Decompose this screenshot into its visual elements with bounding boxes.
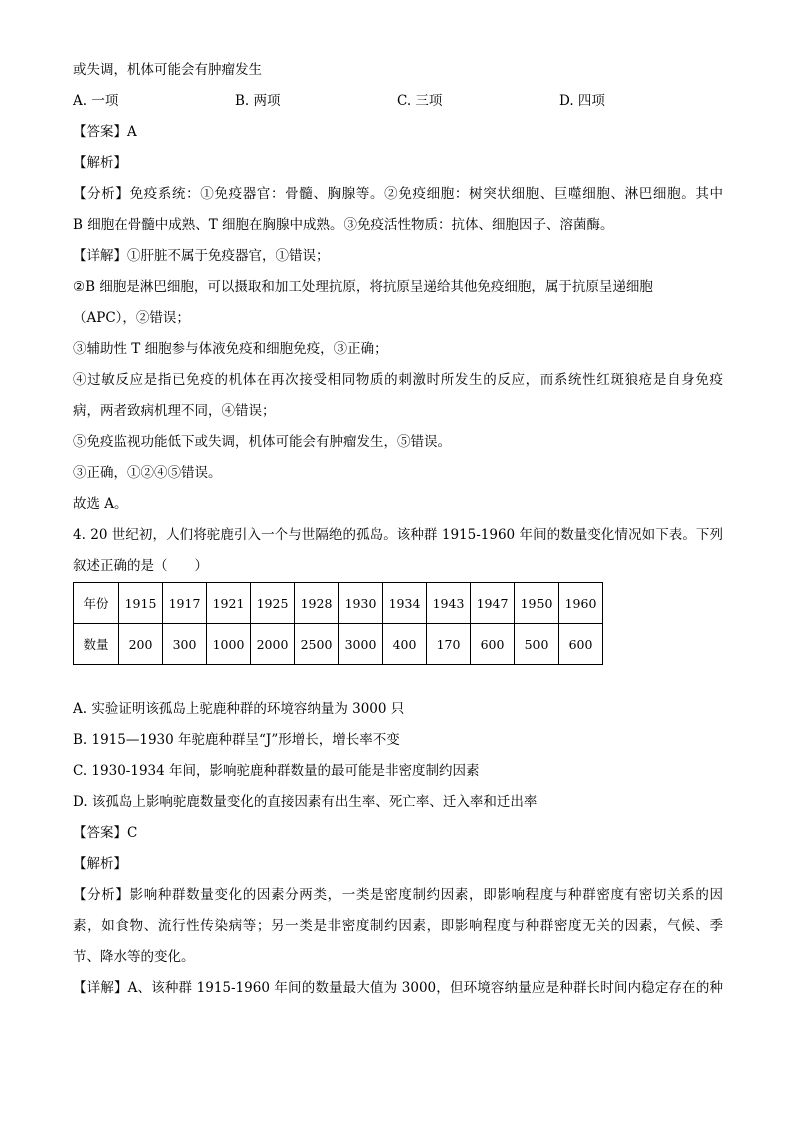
table-cell-year: 1943 <box>427 583 471 624</box>
document-page <box>73 60 723 1009</box>
table-cell-year: 1950 <box>515 583 559 624</box>
table-cell-year: 1917 <box>163 583 207 624</box>
table-cell-year: 1934 <box>383 583 427 624</box>
table-header-year: 年份 <box>74 583 119 624</box>
table-cell-year: 1921 <box>207 583 251 624</box>
table-cell-count: 1000 <box>207 624 251 665</box>
q4-answer: 【答案】C <box>73 825 138 841</box>
q3-xiangjie-line-1: 【详解】①肝脏不属于免疫器官，①错误； <box>73 248 330 264</box>
q3-fenxi-line-2: B 细胞在骨髓中成熟、T 细胞在胸腺中成熟。③免疫活性物质：抗体、细胞因子、溶菌酶。 <box>73 217 614 233</box>
table-cell-count: 600 <box>559 624 603 665</box>
q3-xiangjie-line-9: 故选 A。 <box>73 496 128 512</box>
table-row-counts <box>74 624 603 665</box>
q4-stem-line-2: 叙述正确的是（ ） <box>73 558 208 574</box>
table-cell-count: 3000 <box>339 624 383 665</box>
q3-option-d: D. 四项 <box>559 93 605 109</box>
q3-xiangjie-line-4: ③辅助性 T 细胞参与体液免疫和细胞免疫，③正确； <box>73 341 388 357</box>
table-cell-year: 1928 <box>295 583 339 624</box>
q3-xiangjie-line-7: ⑤免疫监视功能低下或失调，机体可能会有肿瘤发生，⑤错误。 <box>73 434 451 450</box>
table-cell-count: 170 <box>427 624 471 665</box>
table-cell-year: 1930 <box>339 583 383 624</box>
q4-option-b: B. 1915—1930 年驼鹿种群呈“J”形增长，增长率不变 <box>73 732 400 748</box>
table-cell-count: 2000 <box>251 624 295 665</box>
table-cell-count: 2500 <box>295 624 339 665</box>
table-cell-year: 1925 <box>251 583 295 624</box>
q3-xiangjie-line-3: （APC），②错误； <box>73 310 190 326</box>
q3-xiangjie-line-6: 病，两者致病机理不同，④错误； <box>73 403 276 419</box>
table-cell-count: 400 <box>383 624 427 665</box>
continuation-text: 或失调，机体可能会有肿瘤发生 <box>73 62 262 78</box>
q3-xiangjie-line-2: ②B 细胞是淋巴细胞，可以摄取和加工处理抗原，将抗原呈递给其他免疫细胞，属于抗原呈递细胞 <box>73 279 653 295</box>
q4-stem-line-1: 4. 20 世纪初，人们将驼鹿引入一个与世隔绝的孤岛。该种群 1915-1960 年间的数量变化情况如下表。下列 <box>73 527 723 543</box>
q4-option-d: D. 该孤岛上影响驼鹿数量变化的直接因素有出生率、死亡率、迁入率和迁出率 <box>73 794 538 810</box>
q4-option-c: C. 1930-1934 年间，影响驼鹿种群数量的最可能是非密度制约因素 <box>73 763 480 779</box>
table-cell-count: 500 <box>515 624 559 665</box>
table-cell-count: 200 <box>119 624 163 665</box>
q3-options <box>73 91 723 111</box>
q4-fenxi-line-3: 节、降水等的变化。 <box>73 949 195 965</box>
q3-xiangjie-line-8: ③正确，①②④⑤错误。 <box>73 465 222 481</box>
table-cell-count: 600 <box>471 624 515 665</box>
table-cell-year: 1915 <box>119 583 163 624</box>
table-cell-count: 300 <box>163 624 207 665</box>
q3-analysis-label: 【解析】 <box>73 155 127 171</box>
table-header-count: 数量 <box>74 624 119 665</box>
q3-answer: 【答案】A <box>73 124 137 140</box>
q3-option-c: C. 三项 <box>397 93 443 109</box>
q3-xiangjie-line-5: ④过敏反应是指已免疫的机体在再次接受相同物质的刺激时所发生的反应，而系统性红斑狼疮是自身免疫 <box>73 372 723 388</box>
table-row-years <box>74 583 603 624</box>
q3-option-b: B. 两项 <box>235 93 281 109</box>
q4-xiangjie-line-1: 【详解】A、该种群 1915-1960 年间的数量最大值为 3000，但环境容纳量应是种群长时间内稳定存在的种 <box>73 980 723 996</box>
table-cell-year: 1947 <box>471 583 515 624</box>
table-cell-year: 1960 <box>559 583 603 624</box>
q3-option-a: A. 一项 <box>73 93 119 109</box>
q4-fenxi-line-2: 素，如食物、流行性传染病等；另一类是非密度制约因素，即影响程度与种群密度无关的因素，气候、季 <box>73 918 723 934</box>
q4-fenxi-line-1: 【分析】影响种群数量变化的因素分两类，一类是密度制约因素，即影响程度与种群密度有密切关系的因 <box>73 887 723 903</box>
q4-analysis-label: 【解析】 <box>73 856 127 872</box>
q3-fenxi-line-1: 【分析】免疫系统：①免疫器官：骨髓、胸腺等。②免疫细胞：树突状细胞、巨噬细胞、淋巴细胞。其中 <box>73 186 723 202</box>
population-table <box>73 582 603 665</box>
q4-option-a: A. 实验证明该孤岛上驼鹿种群的环境容纳量为 3000 只 <box>73 701 405 717</box>
